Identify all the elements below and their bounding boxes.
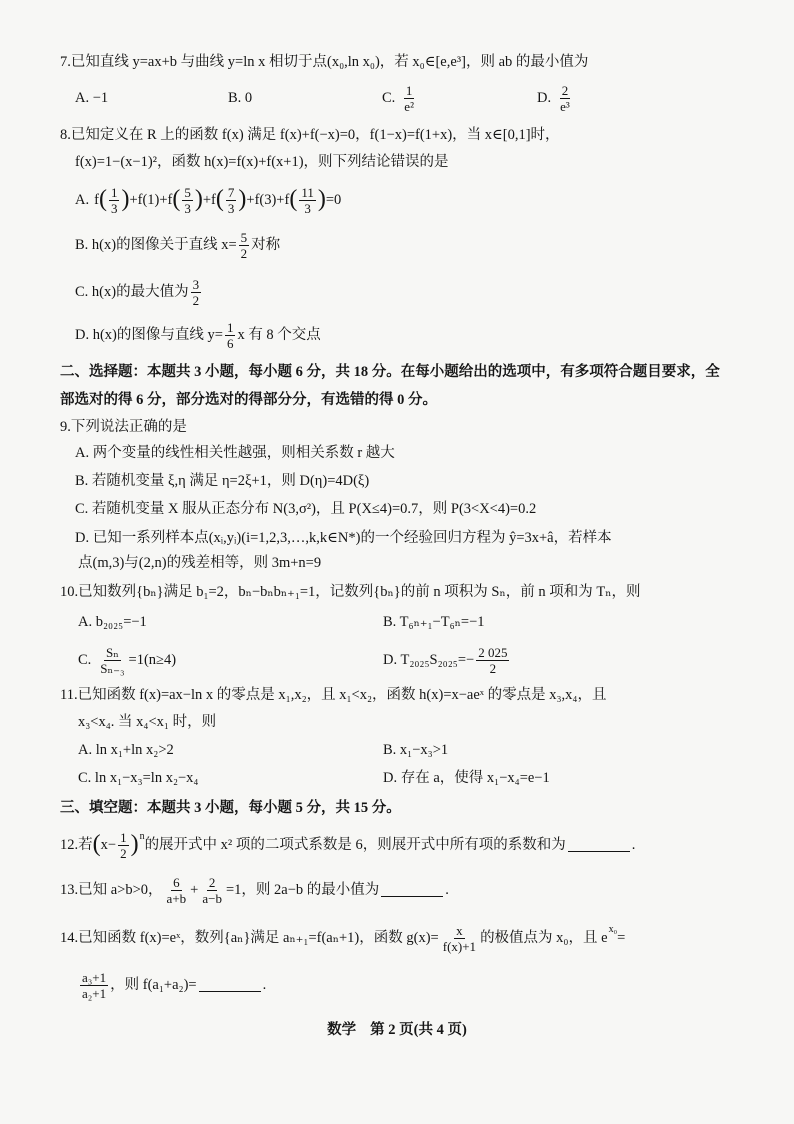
option-label: C. <box>382 90 396 106</box>
fraction-denominator: e³ <box>560 98 570 114</box>
option-label: C. <box>78 652 92 668</box>
section-2-heading-line-2: 部选对的得 6 分，部分选对的得部分分，有选错的得 0 分。 <box>60 392 437 408</box>
fraction-numerator: 1 <box>110 184 118 200</box>
q7-option-c <box>382 81 532 115</box>
expression-text: f <box>94 192 99 208</box>
right-parenthesis: ) <box>194 186 203 212</box>
fraction-numerator: 1 <box>120 829 127 845</box>
expression-text: +f(1)+f <box>129 192 173 208</box>
fraction <box>165 875 189 906</box>
fraction <box>226 185 237 216</box>
fraction-numerator: 2 <box>561 82 569 98</box>
fraction-denominator: e² <box>404 98 414 114</box>
fraction-numerator: Sₙ <box>105 644 119 660</box>
fraction-numerator: x <box>456 922 463 938</box>
section-2-heading-line-1: 二、选择题：本题共 3 小题，每小题 6 分，共 18 分。在每小题给出的选项中，有多项符合题目要求，全 <box>60 364 720 380</box>
exponent: n <box>139 831 145 842</box>
fraction <box>182 185 193 216</box>
fraction <box>225 320 236 351</box>
q8-stem-line-1: 8.已知定义在 R 上的函数 f(x) 满足 f(x)+f(−x)=0，f(1−x)=f(1+x)，当 x∈[0,1]时， <box>60 127 560 143</box>
q11-option-b: B. x₁−x₃>1 <box>383 742 449 758</box>
expression-text: =1，则 2a−b 的最小值为 <box>225 882 380 898</box>
fraction-denominator: 2 <box>192 292 200 308</box>
expression-text: 的极值点为 x₀，且 e <box>480 930 608 946</box>
footer-subject: 数学 <box>327 1022 357 1038</box>
fraction-numerator: 6 <box>173 874 180 890</box>
q10-option-a: A. b₂₀₂₅=−1 <box>78 614 147 630</box>
fraction-denominator: 2 <box>120 845 127 861</box>
fraction <box>200 875 224 906</box>
expression-text: D. T₂₀₂₅S₂₀₂₅=− <box>383 652 475 668</box>
expression-text: 14.已知函数 f(x)=eˣ，数列{aₙ}满足 aₙ₊₁=f(aₙ+1)，函数 g(x)= <box>60 930 439 946</box>
fraction-denominator: Sₙ₋₃ <box>100 660 125 676</box>
answer-blank <box>568 838 630 852</box>
fraction <box>299 185 316 216</box>
q9-option-d-line-1: D. 已知一系列样本点(xᵢ,yᵢ)(i=1,2,3,…,k,k∈N*)的一个经验回归方程为 ŷ=3x+â，若样本 <box>75 530 612 546</box>
fraction-numerator: 1 <box>226 319 234 335</box>
option-label: D. <box>537 90 552 106</box>
expression-text: B. h(x)的图像关于直线 x= <box>75 237 237 253</box>
expression-text: +f <box>202 192 216 208</box>
expression-text: =1(n≥4) <box>128 652 177 668</box>
expression-text: + <box>190 882 199 898</box>
fraction <box>402 83 416 114</box>
expression-text: 13.已知 a>b>0， <box>60 882 163 898</box>
fraction <box>118 830 129 861</box>
right-parenthesis: ) <box>238 186 247 212</box>
q8-stem-line-2: f(x)=1−(x−1)²，函数 h(x)=f(x)+f(x+1)，则下列结论错误的是 <box>75 154 449 170</box>
q11-option-a: A. ln x₁+ln x₂>2 <box>78 742 174 758</box>
q9-stem: 9.下列说法正确的是 <box>60 419 187 435</box>
answer-blank <box>199 978 261 992</box>
fraction-numerator: 1 <box>405 82 413 98</box>
q10-stem: 10.已知数列{bₙ}满足 b₁=2，bₙ−bₙbₙ₊₁=1，记数列{bₙ}的前 n 项积为 Sₙ，前 n 项和为 Tₙ，则 <box>60 584 641 600</box>
expression-text: =0 <box>325 192 342 208</box>
q10-option-d <box>383 643 683 677</box>
fraction-denominator: 3 <box>110 200 118 216</box>
expression-text: . <box>445 882 449 898</box>
q7-option-b: B. 0 <box>228 90 253 106</box>
q14-stem-line-2 <box>78 965 753 1005</box>
expression-text: x− <box>100 837 117 853</box>
left-parenthesis: ( <box>92 831 101 857</box>
q7-option-d <box>537 81 687 115</box>
exponent: x₀ <box>608 924 618 935</box>
fraction-numerator: 5 <box>184 184 191 200</box>
left-parenthesis: ( <box>215 186 224 212</box>
q9-option-b: B. 若随机变量 ξ,η 满足 η=2ξ+1，则 D(η)=4D(ξ) <box>75 473 370 489</box>
option-label: A. <box>75 192 90 208</box>
q11-stem-line-1: 11.已知函数 f(x)=ax−ln x 的零点是 x₁,x₂，且 x₁<x₂，函数 h(x)=x−aeˣ 的零点是 x₃,x₄，且 <box>60 687 607 703</box>
fraction-denominator: 3 <box>304 200 311 216</box>
right-parenthesis: ) <box>121 186 130 212</box>
fraction-denominator: 3 <box>184 200 191 216</box>
q11-option-c: C. ln x₁−x₃=ln x₂−x₄ <box>78 770 199 786</box>
fraction-denominator: a+b <box>166 890 187 906</box>
fraction <box>476 645 509 676</box>
fraction-numerator: 5 <box>240 229 248 245</box>
fraction-denominator: 2 <box>240 245 248 261</box>
fraction-denominator: a₂+1 <box>82 985 107 1001</box>
fraction <box>98 645 126 676</box>
left-parenthesis: ( <box>172 186 181 212</box>
q10-option-b: B. T₆ₙ₊₁−T₆ₙ=−1 <box>383 614 485 630</box>
fraction <box>558 83 572 114</box>
page-footer <box>0 1019 794 1041</box>
q8-option-d <box>75 318 750 352</box>
expression-text: 的展开式中 x² 项的二项式系数是 6，则展开式中所有项的系数和为 <box>144 837 566 853</box>
q9-option-a: A. 两个变量的线性相关性越强，则相关系数 r 越大 <box>75 445 395 461</box>
q10-option-c <box>78 643 378 677</box>
fraction-numerator: 3 <box>192 276 200 292</box>
q8-option-c <box>75 275 750 309</box>
fraction-numerator: a₃+1 <box>82 969 107 985</box>
right-parenthesis: ) <box>130 831 139 857</box>
fraction <box>239 230 250 261</box>
fraction <box>80 970 108 1001</box>
expression-text: D. h(x)的图像与直线 y= <box>75 327 223 343</box>
q8-option-a <box>75 180 750 220</box>
fraction-denominator: 6 <box>226 335 234 351</box>
expression-text: 12.若 <box>60 837 93 853</box>
expression-text: . <box>631 837 636 853</box>
fraction-numerator: 2 025 <box>478 644 508 660</box>
q7-option-a: A. −1 <box>75 90 109 106</box>
expression-text: C. h(x)的最大值为 <box>75 284 189 300</box>
section-3-heading: 三、填空题：本题共 3 小题，每小题 5 分，共 15 分。 <box>60 800 401 816</box>
q12-stem <box>60 828 750 862</box>
left-parenthesis: ( <box>289 186 298 212</box>
right-parenthesis: ) <box>317 186 326 212</box>
fraction-denominator: f(x)+1 <box>442 938 477 954</box>
expression-text: 对称 <box>251 237 281 253</box>
fraction <box>109 185 120 216</box>
q9-option-d-line-2: 点(m,3)与(2,n)的残差相等，则 3m+n=9 <box>78 555 322 571</box>
q9-option-c: C. 若随机变量 X 服从正态分布 N(3,σ²)，且 P(X≤4)=0.7，则 P(3<X<4)=0.2 <box>75 501 537 517</box>
fraction <box>441 923 478 954</box>
expression-text: ，则 f(a₁+a₂)= <box>110 977 197 993</box>
q8-option-b <box>75 228 750 262</box>
q14-stem-line-1 <box>60 918 750 958</box>
q11-option-d: D. 存在 a，使得 x₁−x₄=e−1 <box>383 770 550 786</box>
fraction-numerator: 11 <box>301 184 314 200</box>
fraction-denominator: 2 <box>489 660 497 676</box>
expression-text: . <box>262 977 267 993</box>
fraction-numerator: 7 <box>227 184 235 200</box>
fraction-denominator: a−b <box>202 890 222 906</box>
q11-stem-line-2: x₃<x₄. 当 x₄<x₁ 时，则 <box>78 714 217 730</box>
q13-stem <box>60 870 750 910</box>
left-parenthesis: ( <box>98 186 107 212</box>
expression-text: = <box>617 930 626 946</box>
fraction-numerator: 2 <box>208 874 216 890</box>
fraction <box>191 277 202 308</box>
answer-blank <box>381 883 443 897</box>
expression-text: x 有 8 个交点 <box>237 327 321 343</box>
fraction-denominator: 3 <box>227 200 235 216</box>
expression-text: +f(3)+f <box>246 192 290 208</box>
q7-stem: 7.已知直线 y=ax+b 与曲线 y=ln x 相切于点(x₀,ln x₀)，若 x₀∈[e,e³]，则 ab 的最小值为 <box>60 54 589 70</box>
footer-page-number: 第 2 页(共 4 页) <box>370 1022 467 1038</box>
